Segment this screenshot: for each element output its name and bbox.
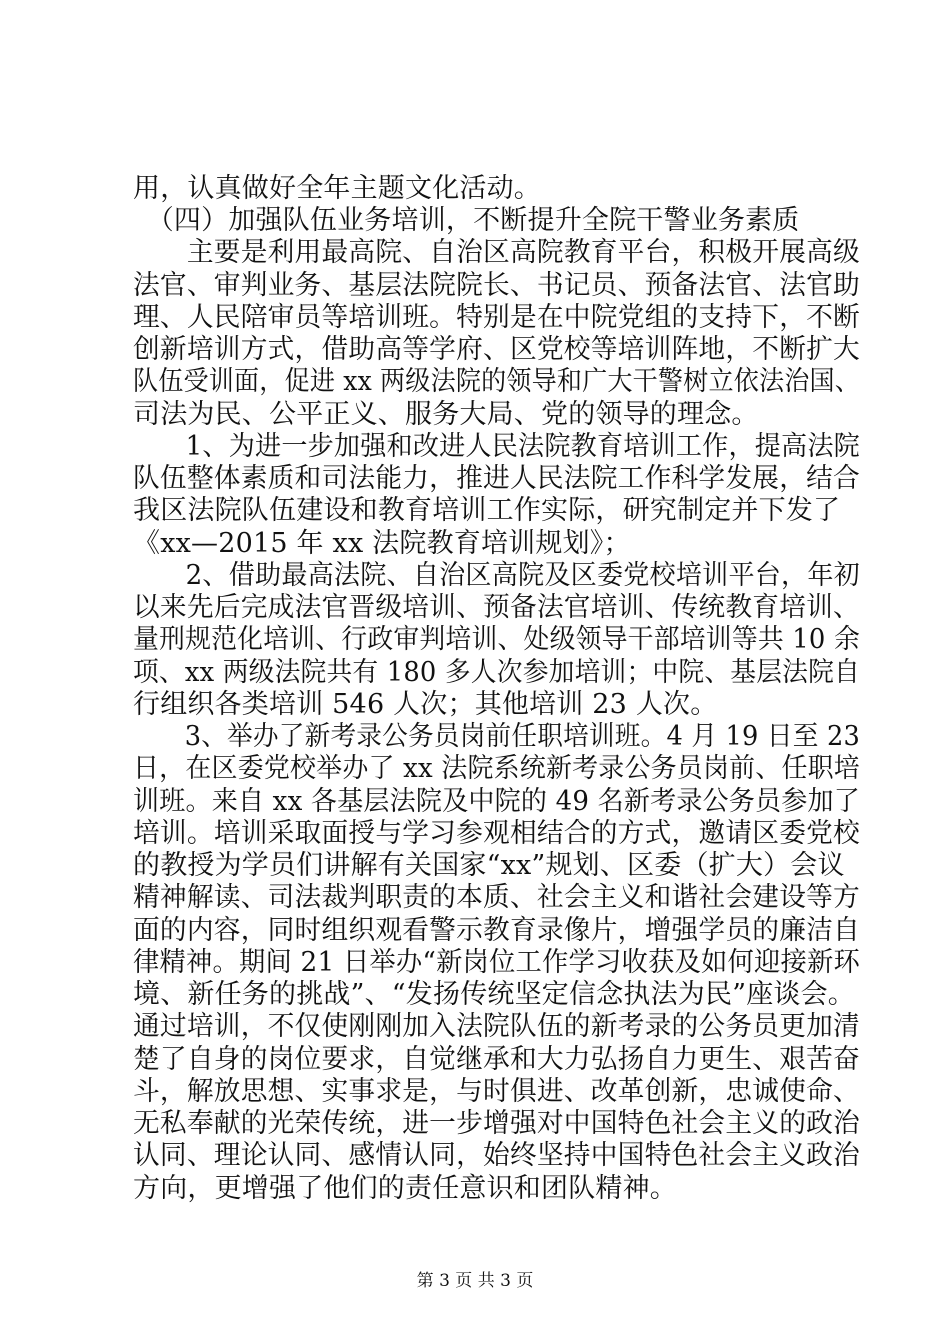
page-footer: 第 3 页 共 3 页 (416, 1271, 534, 1291)
body-text-line: 精神解读、司法裁判职责的本质、社会主义和谐社会建设等方 (133, 882, 860, 913)
body-text-line: 队伍整体素质和司法能力，推进人民法院工作科学发展，结合 (133, 463, 860, 494)
body-text-line: 行组织各类培训 546 人次；其他培训 23 人次。 (133, 689, 718, 720)
body-text-line: 队伍受训面，促进 xx 两级法院的领导和广大干警树立依法治国、 (133, 366, 861, 397)
body-text-line: 通过培训，不仅使刚刚加入法院队伍的新考录的公务员更加清 (133, 1011, 860, 1042)
body-text-line: 法官、审判业务、基层法院院长、书记员、预备法官、法官助 (133, 270, 860, 301)
body-text-line: 主要是利用最高院、自治区高院教育平台，积极开展高级 (133, 237, 860, 268)
body-text-line: 1、为进一步加强和改进人民法院教育培训工作，提高法院 (133, 431, 860, 462)
body-text-line: 面的内容，同时组织观看警示教育录像片，增强学员的廉洁自 (133, 915, 860, 946)
body-text-line: 理、人民陪审员等培训班。特别是在中院党组的支持下，不断 (133, 302, 860, 333)
body-text-line: 方向，更增强了他们的责任意识和团队精神。 (133, 1173, 677, 1204)
body-text-line: 训班。来自 xx 各基层法院及中院的 49 名新考录公务员参加了 (133, 786, 861, 817)
body-text-line: 用，认真做好全年主题文化活动。 (133, 173, 541, 204)
body-text-line: 律精神。期间 21 日举办“新岗位工作学习收获及如何迎接新环 (133, 947, 860, 978)
body-text-line: 项、xx 两级法院共有 180 多人次参加培训；中院、基层法院自 (133, 657, 861, 688)
body-text-line: 《xx—2015 年 xx 法院教育培训规划》； (133, 528, 631, 559)
body-text-line: 无私奉献的光荣传统，进一步增强对中国特色社会主义的政治 (133, 1108, 860, 1139)
body-text-line: 日，在区委党校举办了 xx 法院系统新考录公务员岗前、任职培 (133, 753, 860, 784)
body-text-line: 的教授为学员们讲解有关国家“xx”规划、区委（扩大）会议 (133, 850, 845, 881)
body-text-line: 量刑规范化培训、行政审判培训、处级领导干部培训等共 10 余 (133, 624, 861, 655)
body-text-line: 以来先后完成法官晋级培训、预备法官培训、传统教育培训、 (133, 592, 860, 623)
body-text-line: 创新培训方式，借助高等学府、区党校等培训阵地，不断扩大 (133, 334, 860, 365)
body-text-line: 司法为民、公平正义、服务大局、党的领导的理念。 (133, 399, 759, 430)
body-text-line: 3、举办了新考录公务员岗前任职培训班。4 月 19 日至 23 (133, 721, 860, 752)
section-heading: （四）加强队伍业务培训，不断提升全院干警业务素质 (133, 205, 800, 236)
body-text-line: 楚了自身的岗位要求，自觉继承和大力弘扬自力更生、艰苦奋 (133, 1044, 860, 1075)
body-text-line: 我区法院队伍建设和教育培训工作实际，研究制定并下发了 (133, 495, 841, 526)
body-text-line: 认同、理论认同、感情认同，始终坚持中国特色社会主义政治 (133, 1140, 860, 1171)
body-text-line: 培训。培训采取面授与学习参观相结合的方式，邀请区委党校 (133, 818, 860, 849)
body-text-line: 斗，解放思想、实事求是，与时俱进、改革创新，忠诚使命、 (133, 1076, 860, 1107)
body-text-line: 境、新任务的挑战”、“发扬传统坚定信念执法为民”座谈会。 (133, 979, 856, 1010)
body-text-line: 2、借助最高法院、自治区高院及区委党校培训平台，年初 (133, 560, 860, 591)
